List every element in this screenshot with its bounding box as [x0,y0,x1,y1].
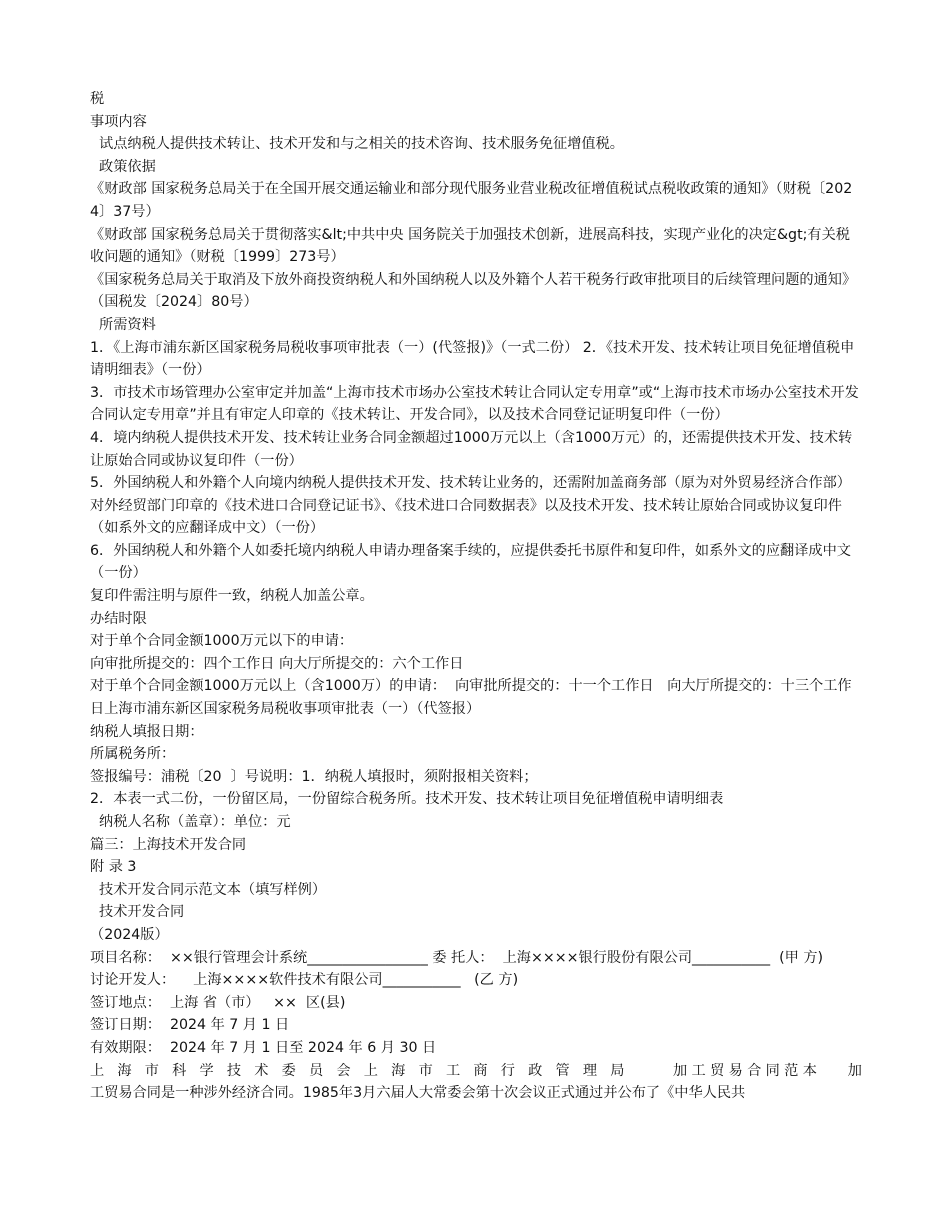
form-field: 纳税人填报日期： [90,723,204,740]
contract-field: 签订地点： 上海 省（市） ×× 区(县) [90,994,346,1011]
section-heading: 所需资料 [90,316,156,333]
contract-field: 讨论开发人： 上海××××软件技术有限公司___________ (乙 方) [90,972,519,989]
policy-reference: 《财政部 国家税务总局关于贯彻落实&lt;中共中央 国务院关于加强技术创新，进展高科技，实现产业化的决定&gt;有关税收问题的通知》（财税〔1999〕273号） [90,226,850,266]
required-material-item: 5．外国纳税人和外籍个人向境内纳税人提供技术开发、技术转让业务的，还需附加盖商务部（原为对外贸易经济合作部）对外经贸部门印章的《技术进口合同登记证书》、《技术进口合同数据表》以及技术开发、技术转让原始合同或协议复印件（如系外文的应翻译成中文）（一份） [90,475,851,537]
section-heading: 办结时限 [90,610,147,627]
section-heading: 篇三：上海技术开发合同 [90,836,247,853]
section-heading: 政策依据 [90,158,156,175]
form-field: 签报编号：浦税〔20 〕号说明：1．纳税人填报时，须附报相关资料； [90,768,538,785]
contract-title: 技术开发合同 [90,904,185,921]
section-heading: 事项内容 [90,113,147,130]
text-line: 对于单个合同金额1000万元以下的申请： [90,633,354,650]
contract-field: 签订日期： 2024 年 7 月 1 日 [90,1017,290,1034]
required-material-item: 1．《上海市浦东新区国家税务局税收事项审批表（一）(代签报)》（一式二份） 2．《技术开发、技术转让项目免征增值税申请明细表》（一份） [90,339,855,379]
contract-subtitle: 技术开发合同示范文本（填写样例） [90,881,327,898]
text-line: 复印件需注明与原件一致，纳税人加盖公章。 [90,588,374,605]
issuer-line: 上 海 市 科 学 技 术 委 员 会 上 海 市 工 商 行 政 管 理 局 加工贸易合同范本 加 [90,1062,862,1079]
appendix-label: 附 录 3 [90,859,137,876]
contract-version: （2024版） [90,926,169,943]
text-line: 试点纳税人提供技术转让、技术开发和与之相关的技术咨询、技术服务免征增值税。 [90,136,624,153]
text-line: 对于单个合同金额1000万元以上（含1000万）的申请： 向审批所提交的：十一个工作日 向大厅所提交的：十三个工作日上海市浦东新区国家税务局税收事项审批表（一）（代签报） [90,678,852,718]
required-material-item: 4．境内纳税人提供技术开发、技术转让业务合同金额超过1000万元以上（含1000万元）的，还需提供技术开发、技术转让原始合同或协议复印件（一份） [90,429,853,469]
required-material-item: 3．市技术市场管理办公室审定并加盖“上海市技术市场办公室技术转让合同认定专用章”或“上海市技术市场办公室技术开发合同认定专用章”并且有审定人印章的《技术转让、开发合同》，以及技术合同登记证明复印件（一份） [90,384,859,424]
text-line: 工贸易合同是一种涉外经济合同。1985年3月六届人大常委会第十次会议正式通过并公布了《中华人民共 [90,1085,746,1102]
required-material-item: 6．外国纳税人和外籍个人如委托境内纳税人申请办理备案手续的，应提供委托书原件和复印件，如系外文的应翻译成中文（一份） [90,542,851,582]
text-line: 向审批所提交的：四个工作日 向大厅所提交的：六个工作日 [90,655,464,672]
policy-reference: 《财政部 国家税务总局关于在全国开展交通运输业和部分现代服务业营业税改征增值税试点税收政策的通知》（财税〔2024〕37号） [90,181,853,220]
form-field: 纳税人名称（盖章）：单位：元 [90,814,291,830]
policy-reference: 《国家税务总局关于取消及下放外商投资纳税人和外国纳税人以及外籍个人若干税务行政审批项目的后续管理问题的通知》（国税发〔2024〕80号） [90,271,857,311]
contract-field: 有效期限： 2024 年 7 月 1 日至 2024 年 6 月 30 日 [90,1039,437,1056]
text-line: 税 [90,91,105,107]
text-line: 2．本表一式二份，一份留区局，一份留综合税务所。技术开发、技术转让项目免征增值税申请明细表 [90,791,724,808]
contract-field: 项目名称： ××银行管理会计系统_________________ 委 托人： 上海××××银行股份有限公司___________ (甲 方) [90,949,824,966]
form-field: 所属税务所： [90,746,176,763]
document-body [90,88,862,1105]
